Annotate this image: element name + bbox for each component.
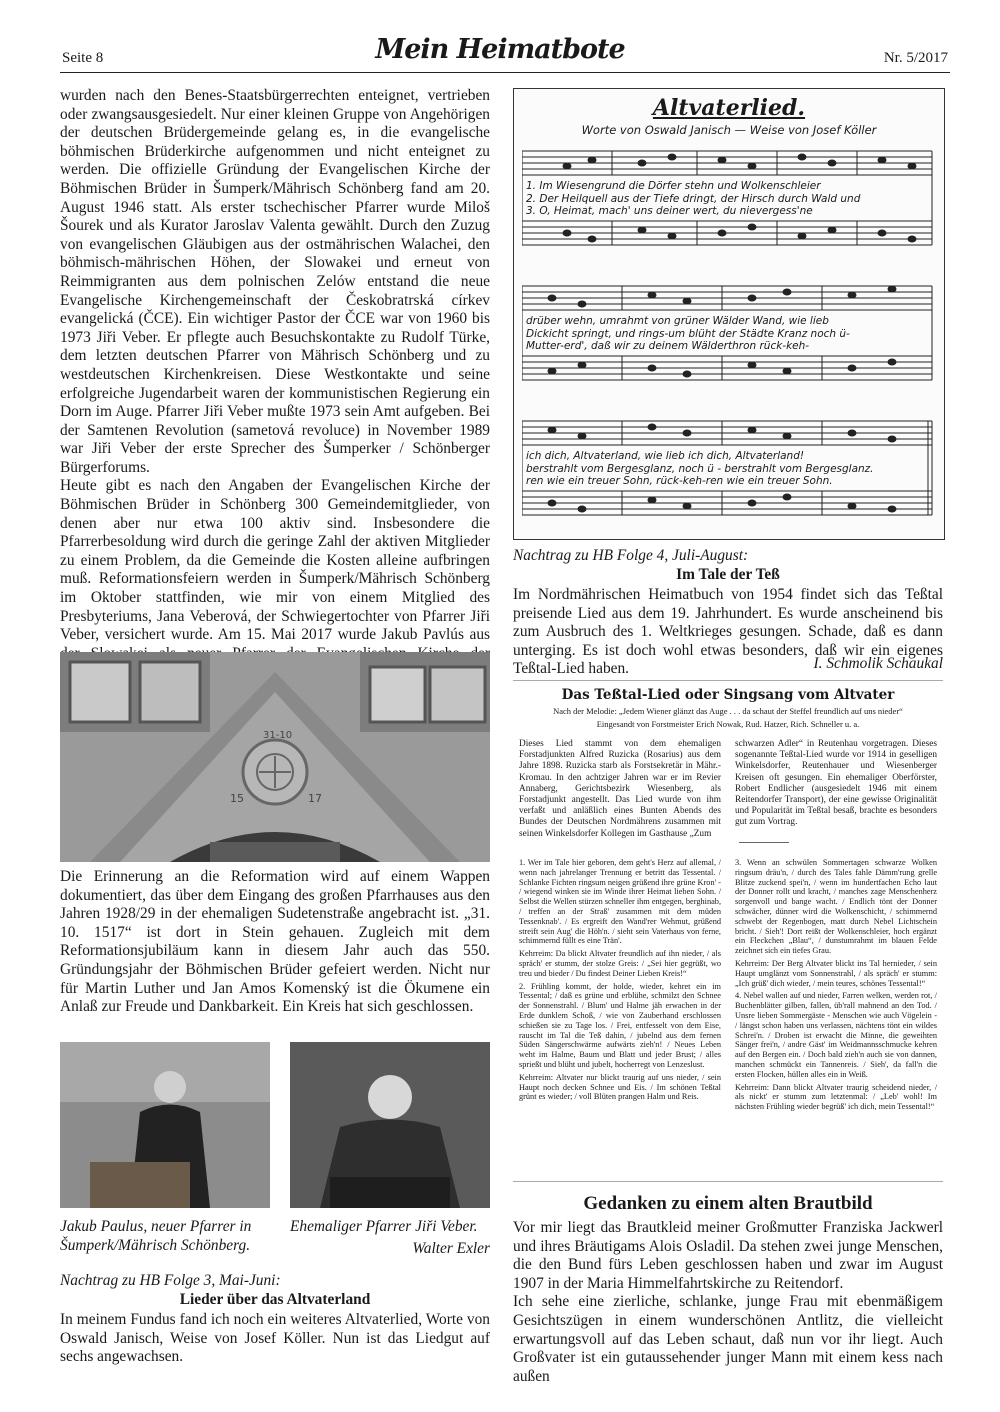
photo-jakub-paulus — [60, 1042, 270, 1208]
verse-3: 3. Wenn an schwülen Sommertagen schwarze Wolken ringsum dräu'n, / durch des Tales fahle Dämm'rung grelle Blitze zuckend spei'n, / wenn im hundertfachen Echo laut der Donner rollt und kracht, / manches zage Menschenherz sorgenvoll und bange wacht. / Endlich tönt der Donner schwächer, dünner wird die Wolkenschicht, / schimmernd schwebt der Regenbogen, matt durch Nebel Lichtschein bricht. / Sieh'! Dort reißt der Wolkenschleier, hoch ergänzt ein Fleckchen „Blau“, / dunstumrahmt im blauen Felde zeichnet sich ein tiefes Grau. — [735, 858, 937, 956]
lyric-line: drüber wehn, umrahmt von grüner Wälder Wand, wie lieb — [526, 315, 829, 327]
article-continuation — [60, 87, 490, 682]
refrain-2: Kehrreim: Altvater nur blickt traurig auf uns nieder, / sein Haupt noch decken Schnee und Eis. / Im schönen Teßtal grünt es wieder; / voll Blüten prangen Halm und Reis. — [519, 1072, 721, 1102]
score-subtitle: Worte von Oswald Janisch — Weise von Josef Köller — [581, 123, 877, 137]
lyric-line: ich dich, Altvaterland, wie lieb ich dich, Altvaterland! — [526, 450, 805, 462]
brautbild-paragraph-1: Vor mir liegt das Brautkleid meiner Großmutter Franziska Jackwerl und ihres Bräutigams Alois Osladil. Da stehen zwei junge Menschen, die den Bund fürs Leben geschlossen haben und zwar im August 1907 in der Maria Himmelfahrtskirche zu Reitendorf. — [513, 1219, 943, 1292]
masthead-logo: Mein Heimatbote — [375, 34, 625, 65]
lyric-line: 3. O, Heimat, mach' uns deiner wert, du nievergess'ne — [526, 205, 813, 218]
lyric-line: Mutter-erd', daß wir zu deinem Wälderthron rück-keh- — [526, 340, 810, 353]
header-rule — [60, 72, 950, 73]
clipping-melody: Nach der Melodie: „Jedem Wiener glänzt das Auge . . . da schaut der Steffel freundlich auf uns nieder“ — [553, 706, 903, 716]
nachtrag-1-label: Nachtrag zu HB Folge 3, Mai-Juni: — [60, 1272, 281, 1289]
score-lyrics-system-2 — [526, 315, 936, 353]
nachtrag-1-text: In meinem Fundus fand ich noch ein weiteres Altvaterlied, Worte von Oswald Janisch, Weise von Josef Köller. Nun ist das Liedgut auf sechs angewachsen. — [60, 1311, 490, 1366]
nachtrag-2-title: Im Tale der Teß — [676, 566, 780, 583]
score-lyrics-system-3 — [526, 450, 936, 488]
refrain-4: Kehrreim: Dann blickt Altvater traurig scheidend nieder, / als nickt' er stumm zum letztenmal: / „Leb' wohl! Im nächsten Frühling wieder begrüß' ich dich, mein Tessental!“ — [735, 1082, 937, 1112]
verse-2: 2. Frühling kommt, der holde, wieder, kehret ein im Tessental; / daß es grüne und erblühe, schmilzt den Schnee der Sonnenstrahl. / Blum' und Halme jäh erwachen in der Erde dunklem Schoß, / wie von Zauberhand erschlossen schießen sie zu Tage los. / Frei, entfesselt von dem Eise, rauscht im Tal die Teß dahin, / jubelnd aus dem fernen Süden Sängerschwärme aufwärts zieh'n! / Neues Leben weht im Halme, Baum und Blatt und jeder Brust; / alles sprießt und blüht und jubelt, hocherregt von Lenzeslust. — [519, 981, 721, 1069]
score-altvaterlied — [513, 88, 945, 540]
brautbild-title: Gedanken zu einem alten Brautbild — [583, 1193, 873, 1214]
wappen-photo — [60, 652, 490, 862]
verse-4: 4. Nebel wallen auf und nieder, Farren welken, werden rot, / Buchenblätter gilben, fallen, üb'rall mahnend an den Tod. / Unsre lieben Sommergäste - Menschen wie auch Vögelein - / längst schon haben uns verlassen, nächtens tönt ein wildes Schrei'n. / Droben ist erwacht die Minne, die geweihten Sänger frei'n, / andre Gäst' im Weidmannsschmucke kehren auf den Bergen ein. / Doch bald zieh'n auch sie von dannen, manchen schmückt ein Tannenreis. / Sieh', da fall'n die ersten Flocken, hüllen alles ein in Weiß. — [735, 991, 937, 1079]
author-schmolik: I. Schmolik Schaukal — [813, 655, 943, 672]
verse-1: 1. Wer im Tale hier geboren, dem geht's Herz auf allemal, / wenn nach jahrelanger Trennung er betritt das Tessental. / Schlanke Fichten ringsum neigen grüßend ihre grüne Kron' - / wiegend winken sie im Winde ihrer Heimat lieben Sohn. / Selbst die Wellen stürzen schneller ihm entgegen, berghinab, / treffen an der Straß' zusammen mit dem müden Tessenknab'. / Es ergreift den Wand'rer Wehmut, grüßend streift sein Aug' die Höh'n. / sieht sein Vaterhaus von ferne, schimmernd füllt es eine Trän'. — [519, 858, 722, 946]
nachtrag-1-title: Lieder über das Altvaterland — [179, 1291, 371, 1308]
lyric-line: 1. Im Wiesengrund die Dörfer stehn und Wolkenschleier — [526, 180, 821, 192]
wappen-year-right: 17 — [308, 792, 322, 805]
second-paragraph: Heute gibt es nach den Angaben der Evangelischen Kirche der Böhmischen Brüder in Schönberg 300 Gemeindemitglieder, von denen aber nur etwa 100 aktiv sind. Insbesondere die Pfarrerbesoldung wird durch die geringe Zahl der aktiven Mitglieder zu einem Problem, da die Gemeinde die Kosten alleine aufbringen muß. Reformationsfeiern werden in Šumperk/Mährisch Schönberg im Oktober stattfinden, wie mir von einem Mitglied des Presbyteriums, Jana Veberová, der Schwiegertochter von Pfarrer Jiři Veber, versichert wurde. Am 15. Mai 2017 wurde Jakub Pavlús aus — [60, 477, 490, 644]
refrain-3: Kehrreim: Der Berg Altvater blickt ins Tal hernieder, / sein Haupt umglänzt vom Sonnenstrahl, / als spräch' er stumm: „Ich grüß' dich wieder, / mein teures, schönes Tessental!“ — [735, 958, 937, 988]
clipping-verses-left — [519, 858, 721, 1102]
page-number: Seite 8 — [62, 50, 104, 66]
lyric-line: ren wie ein treuer Sohn, rück-keh-ren wie ein treuer Sohn. — [526, 475, 833, 488]
author-walter-exler: Walter Exler — [412, 1240, 490, 1257]
clipping-verses-right — [735, 858, 937, 1112]
photo-jiri-veber — [290, 1042, 490, 1208]
nachtrag-2-label: Nachtrag zu HB Folge 4, Juli-August: — [513, 547, 749, 564]
caption-veber: Ehemaliger Pfarrer Jiři Veber. — [290, 1218, 478, 1235]
wappen-date: 31-10 — [263, 730, 293, 741]
brautbild-paragraph-2: Ich sehe eine zierliche, schlanke, junge Frau mit ebenmäßigem Gesichtszügen in einem wunderschönen Antlitz, die vielleicht erwartungsvoll auf das Leben schaut, daß nun vor ihr liegt. Auch Großvater ist ein gutaussehender junger Mann mit einem kess nach außen — [513, 1293, 943, 1385]
lyric-line: Dickicht springt, und rings-um blüht der Städte Kranz noch ü- — [526, 327, 850, 340]
clipping-sent-by: Eingesandt von Forstmeister Erich Nowak, Rud. Hatzer, Rich. Schneller u. a. — [596, 719, 860, 729]
wappen-caption: Die Erinnerung an die Reformation wird auf einem Wappen dokumentiert, das über dem Eingang des großen Pfarrhauses aus den Jahren 1928/29 in der ehemaligen Sudetenstraße angebracht ist. „31. 10. 1517“ ist dort in Stein gehauen. Zugleich mit dem Reformationsjubiläum kann in diesem Jahr auch das 550. Gründungsjahr der Böhmischen Brüder gefeiert werden. Nicht nur für Martin Luther und Jan Amos Komenský ist die Ökumene ein Anlaß zur Freude und Dankbarkeit. Ein Kreis hat sich geschlossen. — [60, 868, 490, 1016]
refrain-1: Kehrreim: Da blickt Altvater freundlich auf ihn nieder, / als spräch' er stumm, der stolze Greis: / „Sei hier gegrüßt, wo treu und bieder / Du findest Deiner Lieben Kreis!“ — [519, 949, 721, 978]
clipping-tesstal-lied — [513, 680, 943, 1182]
clipping-intro-left: Dieses Lied stammt von dem ehemaligen Forstadjunkten Alfred Ruzicka (Rosarius) aus dem Jahre 1898. Ruzicka starb als Forstsekretär in Mähr.-Kromau. In den achtziger Jahren war er im Revier Annaberg, Gerichtsbezirk Wiesenberg, als Forstadjunkt angestellt. Das Lied wurde von ihm verfaßt und anläßlich eines Bunten Abends des Bundes der Deutschen Nordmährens zusammen mit seinen Winkelsdorfer Kollegen im Gasthause „Zum — [519, 739, 721, 839]
score-lyrics-system-1 — [526, 180, 936, 218]
intro-paragraph: wurden nach den Benes-Staatsbürgerrechten enteignet, vertrieben oder zwangsausgesiedelt. Nur einer kleinen Gruppe von Angehörigen der deutschen Brüdergemeinde gelang es, in die evangelische böhmischen Brüderkirche aufgenommen und nicht enteignet zu werden. Die offizielle Gründung der Evangelischen Kirche der Böhmischen Brüder in Šumperk/Mährisch Schönberg fand am 20. August 1946 statt. Als erster tschechischer Pfarrer wurde Miloš Šourek und als Kurator Jaroslav Valenta gewählt. Durch den Zuzug von evangelischen Gläubigen aus der ostmährischen Walachei, den böhmisch-mährischen Höhen, der Slowakei und erneut von Reimmigranten aus dem polnischen Zelów entstand die neue Evangelische Kirchengemeinschaft der Českobratrská církev evangelická (ČCE). Ein wichtiger Pastor der ČCE war von 1960 bis 1973 Jiři Veber. Er pflegte auch Besuchskontakte zu Rudolf Türke, dem letzten deutschen Pfarrer von Mährisch Schönberg und zu westdeutschen Kirchenkreisen. Diese Westkontakte und seine erfolgreiche Jugendarbeit waren der kommunistischen Regierung ein Dorn im Auge. Pfarrer Jiři Veber mußte 1973 sein Amt aufgeben. Bei der Samtenen Revolution (sametová revoluce) in November 1989 war Jiři Veber der erste Sprecher des Šumperker / Schönberger Bürgerforums. — [60, 87, 490, 476]
caption-jakub: Jakub Paulus, neuer Pfarrer in Šumperk/Mährisch Schönberg. — [60, 1218, 252, 1254]
brautbild-text — [513, 1219, 943, 1386]
issue-number: Nr. 5/2017 — [883, 50, 948, 66]
nachtrag-2-text: Im Nordmährischen Heimatbuch von 1954 findet sich das Teßtal preisende Lied aus dem 19. Jahrhundert. Es wurde anscheinend bis zum Ausbruch des 1. Weltkrieges gesungen. Schade, daß es dann unterging. Es ist doch wohl etwas besonders, daß wir ein eigenes Teßtal-Lied haben. — [513, 586, 943, 678]
lyric-line: berstrahlt vom Bergesglanz, noch ü - berstrahlt vom Bergesglanz. — [526, 462, 874, 475]
lyric-line: 2. Der Heilquell aus der Tiefe dringt, der Hirsch durch Wald und — [526, 192, 861, 205]
score-title: Altvaterlied. — [652, 95, 806, 121]
clipping-title: Das Teßtal-Lied oder Singsang vom Altvater — [561, 687, 895, 703]
wappen-year-left: 15 — [230, 792, 244, 805]
clipping-intro-right: schwarzen Adler“ in Reutenhau vorgetragen. Dieses sogenannte Teßtal-Lied wurde vor 1914 in geselligen Winkelsdorfer, Reutenhauer und Wiesenberger Kreisen oft gesungen. Ein ehemaliger Oberförster, Robert Endlicher (ausgesiedelt 1946 mit einem Reitendorfer Transport), der eine gewisse Originalität und Popularität im Teßtal besaß, brachte es besonders gut zum Vortrag. — [735, 739, 937, 828]
clipping-divider — [739, 842, 789, 843]
